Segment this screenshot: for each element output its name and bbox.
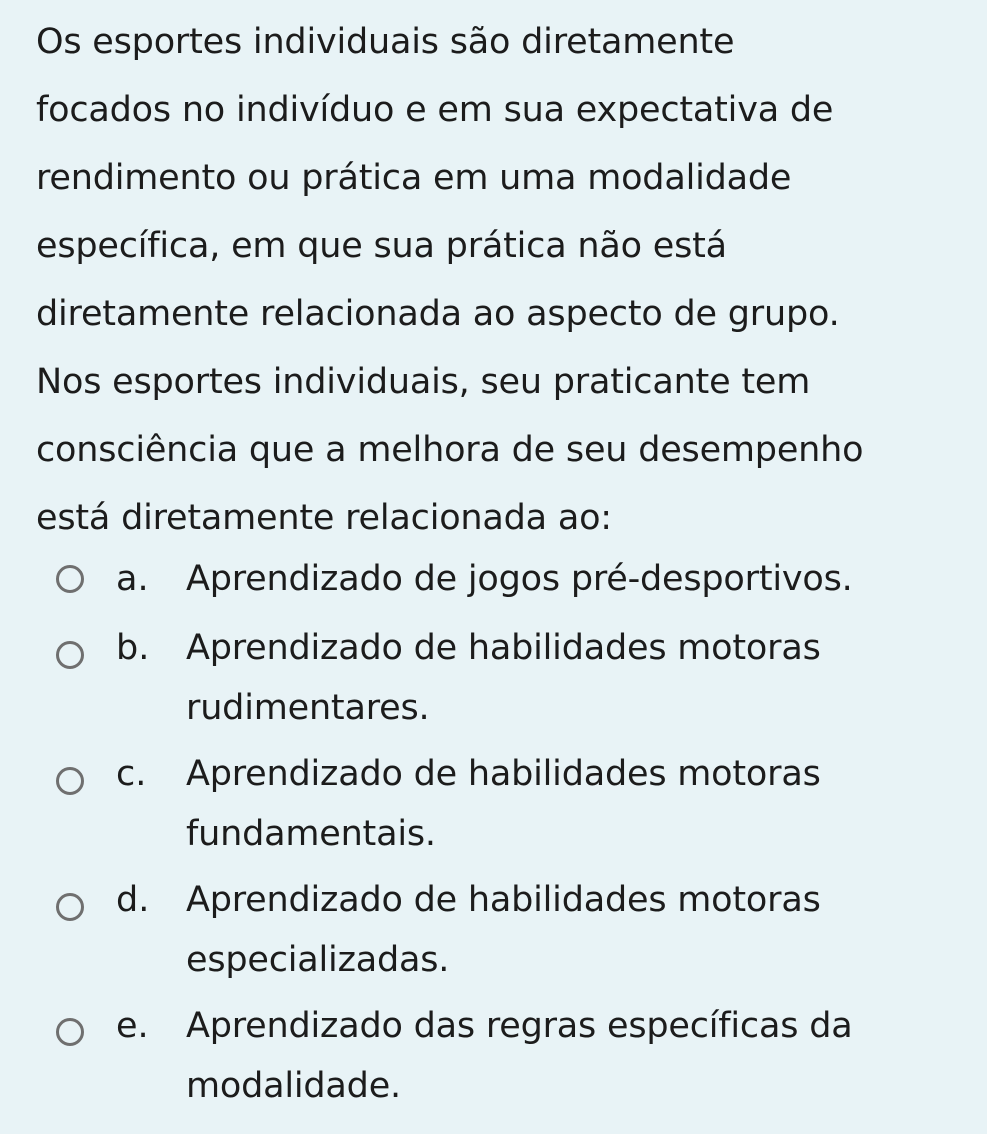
question-line: está diretamente relacionada ao: — [36, 498, 612, 538]
option-text-line: Aprendizado de habilidades motoras — [186, 880, 821, 920]
radio-option-c[interactable] — [56, 767, 84, 795]
option-letter: c. — [116, 754, 147, 794]
option-text-line: especializadas. — [186, 940, 450, 980]
option-text-line: modalidade. — [186, 1066, 401, 1106]
option-text — [186, 744, 821, 864]
radio-option-a[interactable] — [56, 565, 84, 593]
radio-option-d[interactable] — [56, 893, 84, 921]
option-text-line: fundamentais. — [186, 814, 436, 854]
option-text-line: Aprendizado de habilidades motoras — [186, 628, 821, 668]
option-letter: b. — [116, 628, 150, 668]
question-line: Nos esportes individuais, seu praticante tem — [36, 362, 811, 402]
option-text-line: rudimentares. — [186, 688, 430, 728]
option-text — [186, 618, 821, 738]
option-text — [186, 996, 852, 1116]
radio-option-e[interactable] — [56, 1018, 84, 1046]
option-text-line: Aprendizado de habilidades motoras — [186, 754, 821, 794]
question-line: rendimento ou prática em uma modalidade — [36, 158, 792, 198]
question-line: específica, em que sua prática não está — [36, 226, 727, 266]
option-letter: e. — [116, 1006, 149, 1046]
radio-option-b[interactable] — [56, 641, 84, 669]
option-text — [186, 870, 821, 990]
option-text-line: Aprendizado de jogos pré-desportivos. — [186, 559, 853, 599]
option-letter: a. — [116, 559, 149, 599]
option-text-line: Aprendizado das regras específicas da — [186, 1006, 853, 1046]
question-line: diretamente relacionada ao aspecto de grupo. — [36, 294, 840, 334]
option-letter: d. — [116, 880, 150, 920]
question-line: focados no indivíduo e em sua expectativa de — [36, 90, 834, 130]
option-text — [186, 549, 853, 609]
question-line: Os esportes individuais são diretamente — [36, 22, 735, 62]
question-line: consciência que a melhora de seu desempenho — [36, 430, 864, 470]
